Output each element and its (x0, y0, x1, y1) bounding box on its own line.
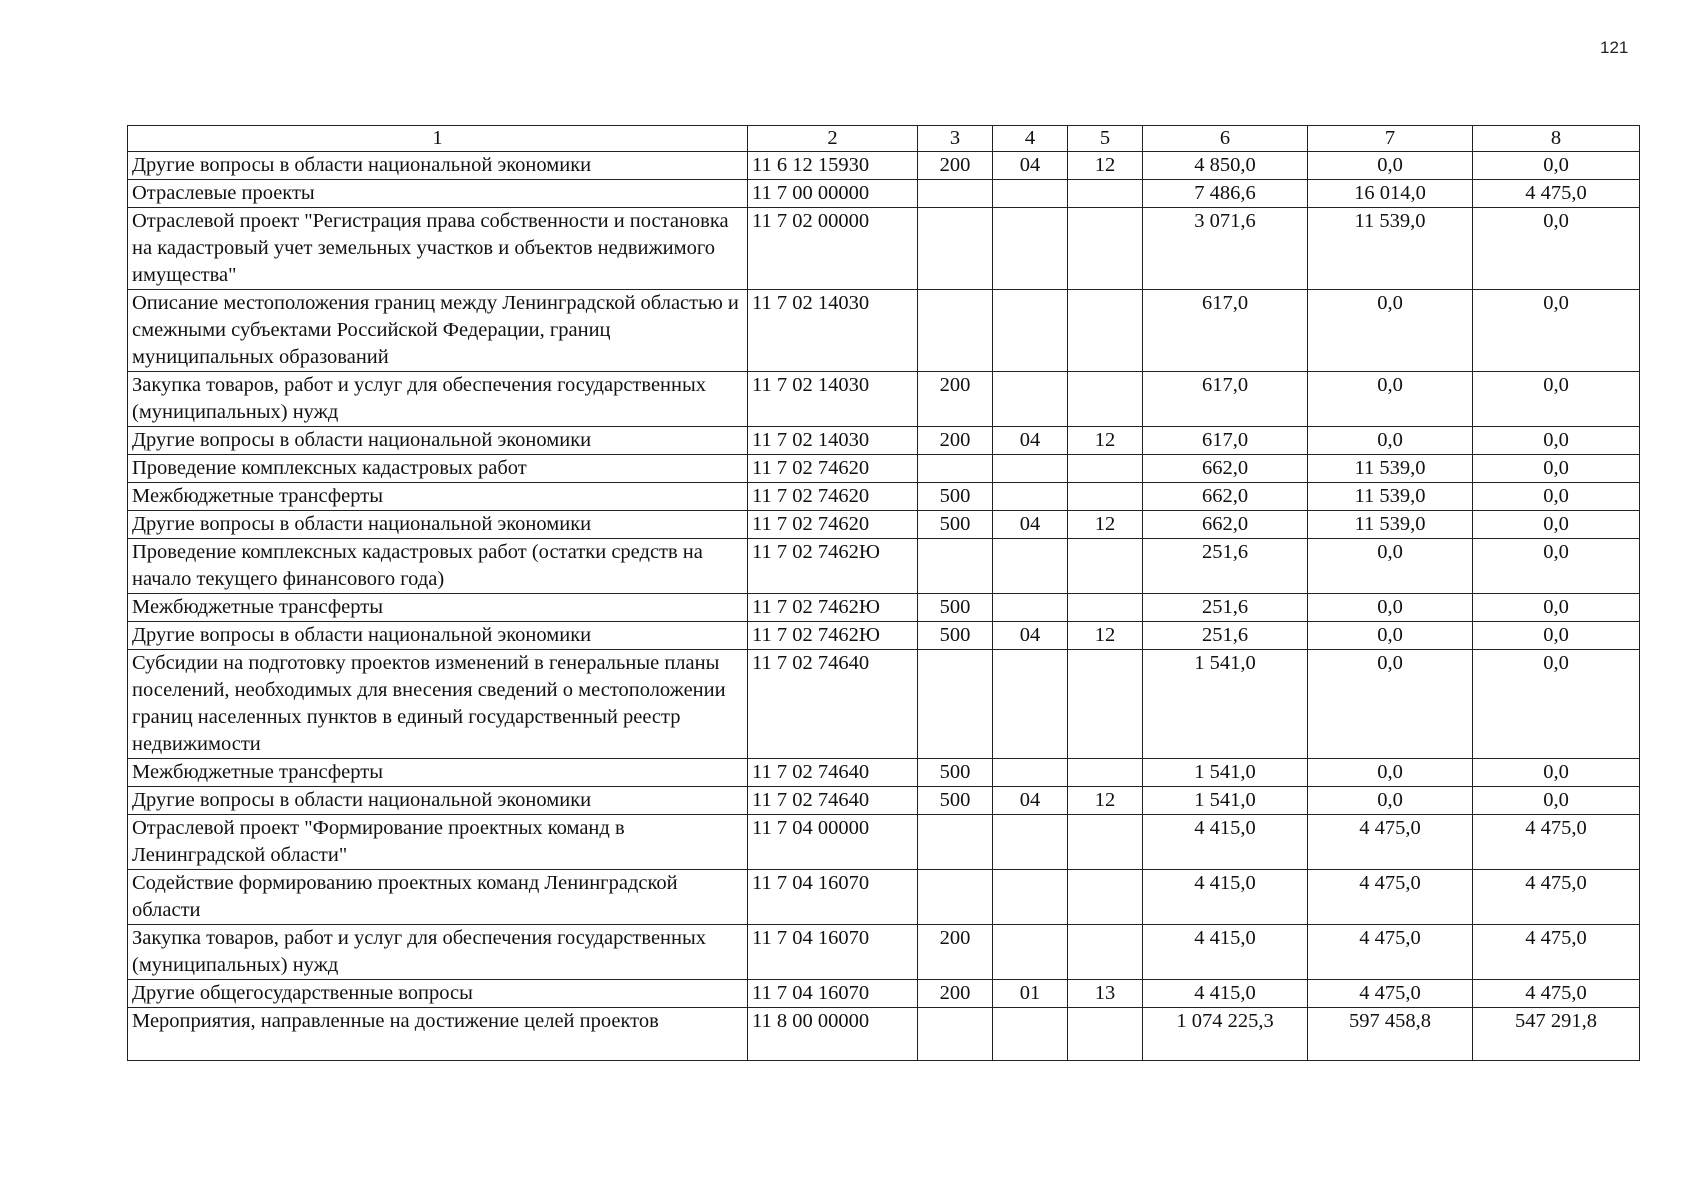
row-amount-3-cell: 4 475,0 (1473, 870, 1640, 925)
row-name-cell: Другие вопросы в области национальной экономики (128, 427, 748, 455)
row-amount-1-cell: 662,0 (1143, 455, 1308, 483)
row-code-cell: 11 7 02 00000 (748, 208, 918, 290)
row-amount-1-cell: 617,0 (1143, 427, 1308, 455)
row-code-cell: 11 7 02 7462Ю (748, 622, 918, 650)
row-amount-2-cell: 0,0 (1308, 539, 1473, 594)
row-subsection-cell (1068, 180, 1143, 208)
row-amount-3-cell: 0,0 (1473, 539, 1640, 594)
row-section-cell: 04 (993, 511, 1068, 539)
row-code-cell: 11 7 02 14030 (748, 290, 918, 372)
row-code-cell: 11 8 00 00000 (748, 1008, 918, 1061)
row-amount-3-cell: 0,0 (1473, 290, 1640, 372)
row-code-cell: 11 7 04 16070 (748, 980, 918, 1008)
column-header: 7 (1308, 126, 1473, 152)
row-code-cell: 11 7 02 7462Ю (748, 539, 918, 594)
table-row (128, 622, 1640, 650)
row-section-cell (993, 483, 1068, 511)
row-amount-3-cell: 0,0 (1473, 511, 1640, 539)
row-name-cell: Другие общегосударственные вопросы (128, 980, 748, 1008)
row-subsection-cell (1068, 1008, 1143, 1061)
row-amount-2-cell: 0,0 (1308, 787, 1473, 815)
row-code-cell: 11 7 02 74640 (748, 787, 918, 815)
row-name-cell: Межбюджетные трансферты (128, 759, 748, 787)
row-code-cell: 11 7 02 74620 (748, 455, 918, 483)
row-code-cell: 11 7 00 00000 (748, 180, 918, 208)
row-name-cell: Межбюджетные трансферты (128, 594, 748, 622)
row-amount-1-cell: 251,6 (1143, 594, 1308, 622)
column-header: 6 (1143, 126, 1308, 152)
row-amount-3-cell: 0,0 (1473, 372, 1640, 427)
row-name-cell: Отраслевой проект "Формирование проектных команд в Ленинградской области" (128, 815, 748, 870)
row-amount-2-cell: 11 539,0 (1308, 511, 1473, 539)
row-name-cell: Мероприятия, направленные на достижение целей проектов (128, 1008, 748, 1061)
row-amount-2-cell: 0,0 (1308, 594, 1473, 622)
row-section-cell: 04 (993, 152, 1068, 180)
row-section-cell: 04 (993, 787, 1068, 815)
row-expense-type-cell (918, 1008, 993, 1061)
row-amount-2-cell: 16 014,0 (1308, 180, 1473, 208)
row-name-cell: Субсидии на подготовку проектов изменений в генеральные планы поселений, необходимых для внесения сведений о местоположении границ населенных пунктов в единый государственный реестр недвижимости (128, 650, 748, 759)
row-subsection-cell (1068, 815, 1143, 870)
row-amount-3-cell: 4 475,0 (1473, 925, 1640, 980)
budget-table (127, 125, 1640, 1061)
column-header: 3 (918, 126, 993, 152)
row-amount-1-cell: 617,0 (1143, 290, 1308, 372)
page-number: 121 (1600, 38, 1629, 57)
row-subsection-cell: 12 (1068, 622, 1143, 650)
row-name-cell: Отраслевые проекты (128, 180, 748, 208)
column-header: 4 (993, 126, 1068, 152)
row-section-cell (993, 180, 1068, 208)
row-name-cell: Другие вопросы в области национальной экономики (128, 622, 748, 650)
row-amount-2-cell: 4 475,0 (1308, 925, 1473, 980)
row-code-cell: 11 7 02 74620 (748, 483, 918, 511)
row-amount-2-cell: 597 458,8 (1308, 1008, 1473, 1061)
row-subsection-cell: 12 (1068, 511, 1143, 539)
row-name-cell: Описание местоположения границ между Ленинградской областью и смежными субъектами Российской Федерации, границ муниципальных образований (128, 290, 748, 372)
table-row (128, 152, 1640, 180)
row-amount-1-cell: 662,0 (1143, 511, 1308, 539)
row-amount-2-cell: 0,0 (1308, 622, 1473, 650)
row-subsection-cell: 13 (1068, 980, 1143, 1008)
row-expense-type-cell (918, 539, 993, 594)
row-amount-3-cell: 547 291,8 (1473, 1008, 1640, 1061)
row-section-cell (993, 759, 1068, 787)
column-header: 8 (1473, 126, 1640, 152)
row-amount-2-cell: 4 475,0 (1308, 870, 1473, 925)
row-expense-type-cell (918, 870, 993, 925)
row-amount-1-cell: 251,6 (1143, 539, 1308, 594)
row-amount-1-cell: 1 074 225,3 (1143, 1008, 1308, 1061)
table-row (128, 815, 1640, 870)
row-amount-1-cell: 4 850,0 (1143, 152, 1308, 180)
row-name-cell: Другие вопросы в области национальной экономики (128, 152, 748, 180)
row-amount-1-cell: 7 486,6 (1143, 180, 1308, 208)
row-name-cell: Закупка товаров, работ и услуг для обеспечения государственных (муниципальных) нужд (128, 925, 748, 980)
table-row (128, 511, 1640, 539)
row-code-cell: 11 7 02 14030 (748, 427, 918, 455)
row-name-cell: Другие вопросы в области национальной экономики (128, 511, 748, 539)
row-name-cell: Отраслевой проект "Регистрация права собственности и постановка на кадастровый учет земельных участков и объектов недвижимого имущества" (128, 208, 748, 290)
row-amount-2-cell: 4 475,0 (1308, 980, 1473, 1008)
table-row (128, 594, 1640, 622)
row-code-cell: 11 7 02 74620 (748, 511, 918, 539)
row-amount-1-cell: 3 071,6 (1143, 208, 1308, 290)
table-row (128, 787, 1640, 815)
row-name-cell: Содействие формированию проектных команд Ленинградской области (128, 870, 748, 925)
row-subsection-cell (1068, 594, 1143, 622)
row-amount-2-cell: 4 475,0 (1308, 815, 1473, 870)
row-expense-type-cell (918, 208, 993, 290)
row-amount-3-cell: 0,0 (1473, 208, 1640, 290)
row-section-cell (993, 870, 1068, 925)
row-amount-1-cell: 4 415,0 (1143, 815, 1308, 870)
table-row (128, 455, 1640, 483)
row-expense-type-cell (918, 455, 993, 483)
table-row (128, 427, 1640, 455)
row-section-cell (993, 925, 1068, 980)
row-expense-type-cell: 200 (918, 152, 993, 180)
row-expense-type-cell: 200 (918, 980, 993, 1008)
row-expense-type-cell: 500 (918, 483, 993, 511)
row-name-cell: Проведение комплексных кадастровых работ (остатки средств на начало текущего финансового года) (128, 539, 748, 594)
row-subsection-cell (1068, 290, 1143, 372)
row-name-cell: Проведение комплексных кадастровых работ (128, 455, 748, 483)
row-subsection-cell: 12 (1068, 787, 1143, 815)
row-amount-1-cell: 4 415,0 (1143, 870, 1308, 925)
row-code-cell: 11 7 02 74640 (748, 650, 918, 759)
row-name-cell: Закупка товаров, работ и услуг для обеспечения государственных (муниципальных) нужд (128, 372, 748, 427)
row-amount-2-cell: 0,0 (1308, 650, 1473, 759)
table-row (128, 180, 1640, 208)
row-expense-type-cell (918, 180, 993, 208)
row-amount-1-cell: 1 541,0 (1143, 787, 1308, 815)
row-subsection-cell (1068, 208, 1143, 290)
row-expense-type-cell: 200 (918, 427, 993, 455)
row-section-cell (993, 372, 1068, 427)
column-header: 5 (1068, 126, 1143, 152)
row-amount-3-cell: 4 475,0 (1473, 180, 1640, 208)
row-code-cell: 11 7 02 74640 (748, 759, 918, 787)
row-subsection-cell (1068, 539, 1143, 594)
row-expense-type-cell: 500 (918, 594, 993, 622)
row-section-cell: 04 (993, 427, 1068, 455)
row-amount-2-cell: 0,0 (1308, 290, 1473, 372)
row-name-cell: Другие вопросы в области национальной экономики (128, 787, 748, 815)
row-amount-1-cell: 4 415,0 (1143, 980, 1308, 1008)
header-row (128, 126, 1640, 152)
row-subsection-cell (1068, 483, 1143, 511)
row-amount-1-cell: 662,0 (1143, 483, 1308, 511)
row-section-cell (993, 1008, 1068, 1061)
row-code-cell: 11 6 12 15930 (748, 152, 918, 180)
row-amount-3-cell: 0,0 (1473, 787, 1640, 815)
row-code-cell: 11 7 04 00000 (748, 815, 918, 870)
row-amount-1-cell: 251,6 (1143, 622, 1308, 650)
row-amount-3-cell: 0,0 (1473, 152, 1640, 180)
table-row (128, 980, 1640, 1008)
row-section-cell: 04 (993, 622, 1068, 650)
row-amount-3-cell: 0,0 (1473, 427, 1640, 455)
row-section-cell (993, 539, 1068, 594)
row-section-cell (993, 208, 1068, 290)
row-expense-type-cell: 500 (918, 622, 993, 650)
row-expense-type-cell: 200 (918, 925, 993, 980)
row-subsection-cell: 12 (1068, 152, 1143, 180)
row-section-cell (993, 650, 1068, 759)
row-subsection-cell: 12 (1068, 427, 1143, 455)
row-code-cell: 11 7 04 16070 (748, 925, 918, 980)
row-name-cell: Межбюджетные трансферты (128, 483, 748, 511)
row-code-cell: 11 7 02 14030 (748, 372, 918, 427)
row-amount-3-cell: 0,0 (1473, 455, 1640, 483)
row-amount-1-cell: 4 415,0 (1143, 925, 1308, 980)
table-row (128, 650, 1640, 759)
row-expense-type-cell: 500 (918, 511, 993, 539)
row-subsection-cell (1068, 759, 1143, 787)
table-row (128, 1008, 1640, 1061)
table-row (128, 925, 1640, 980)
row-subsection-cell (1068, 925, 1143, 980)
row-amount-3-cell: 0,0 (1473, 650, 1640, 759)
row-amount-2-cell: 0,0 (1308, 152, 1473, 180)
row-amount-3-cell: 4 475,0 (1473, 980, 1640, 1008)
table-row (128, 208, 1640, 290)
row-subsection-cell (1068, 650, 1143, 759)
column-header: 1 (128, 126, 748, 152)
table-row (128, 759, 1640, 787)
column-header: 2 (748, 126, 918, 152)
row-expense-type-cell (918, 650, 993, 759)
row-amount-3-cell: 0,0 (1473, 594, 1640, 622)
row-amount-2-cell: 0,0 (1308, 427, 1473, 455)
table-row (128, 372, 1640, 427)
row-section-cell (993, 594, 1068, 622)
row-section-cell (993, 290, 1068, 372)
table-row (128, 870, 1640, 925)
row-subsection-cell (1068, 870, 1143, 925)
row-amount-3-cell: 0,0 (1473, 759, 1640, 787)
row-amount-2-cell: 11 539,0 (1308, 208, 1473, 290)
row-amount-1-cell: 1 541,0 (1143, 650, 1308, 759)
row-expense-type-cell: 200 (918, 372, 993, 427)
row-amount-1-cell: 1 541,0 (1143, 759, 1308, 787)
row-amount-3-cell: 4 475,0 (1473, 815, 1640, 870)
row-expense-type-cell (918, 815, 993, 870)
row-expense-type-cell: 500 (918, 759, 993, 787)
table-body (128, 152, 1640, 1061)
row-amount-2-cell: 0,0 (1308, 372, 1473, 427)
row-code-cell: 11 7 04 16070 (748, 870, 918, 925)
row-amount-2-cell: 11 539,0 (1308, 455, 1473, 483)
table-row (128, 539, 1640, 594)
row-code-cell: 11 7 02 7462Ю (748, 594, 918, 622)
row-amount-3-cell: 0,0 (1473, 622, 1640, 650)
row-amount-3-cell: 0,0 (1473, 483, 1640, 511)
row-amount-2-cell: 11 539,0 (1308, 483, 1473, 511)
row-amount-2-cell: 0,0 (1308, 759, 1473, 787)
row-section-cell (993, 815, 1068, 870)
row-expense-type-cell: 500 (918, 787, 993, 815)
table-row (128, 483, 1640, 511)
row-subsection-cell (1068, 455, 1143, 483)
row-section-cell (993, 455, 1068, 483)
row-subsection-cell (1068, 372, 1143, 427)
row-amount-1-cell: 617,0 (1143, 372, 1308, 427)
table-row (128, 290, 1640, 372)
row-expense-type-cell (918, 290, 993, 372)
row-section-cell: 01 (993, 980, 1068, 1008)
